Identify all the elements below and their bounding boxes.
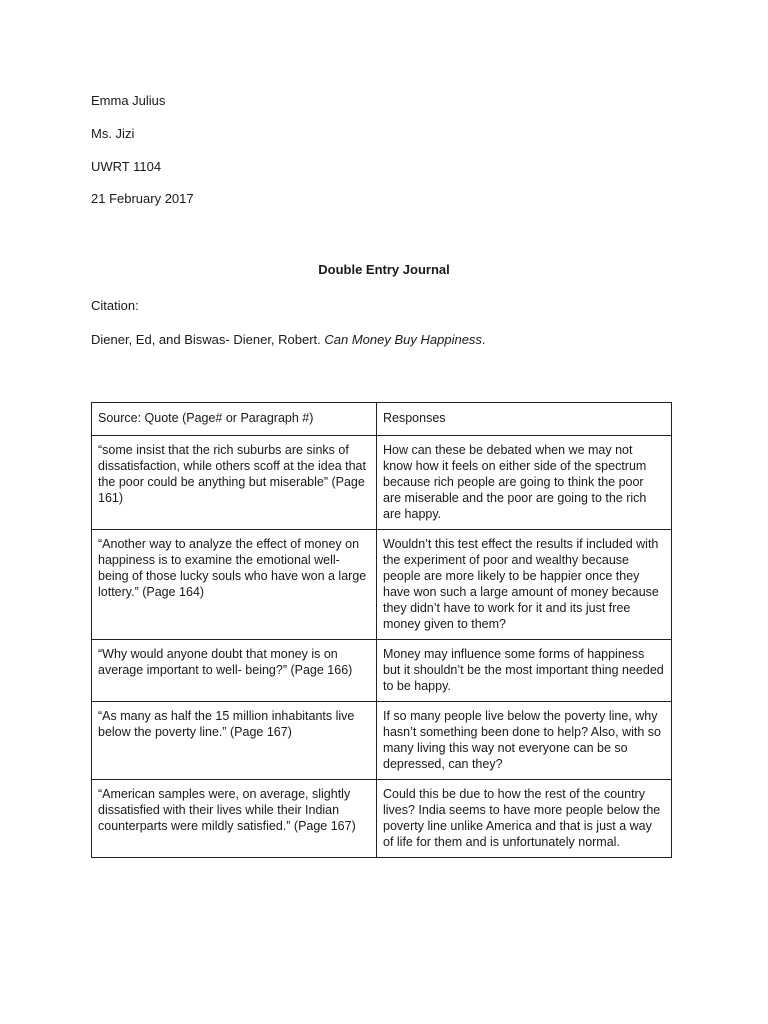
quote-cell: “American samples were, on average, slightly dissatisfied with their lives while their Indian counterparts were mildly satisfied.” (Page 167) <box>92 780 377 858</box>
citation-end: . <box>481 332 486 347</box>
quote-cell: “As many as half the 15 million inhabitants live below the poverty line.” (Page 167) <box>92 702 377 780</box>
table-row <box>92 780 672 858</box>
header-source-quote: Source: Quote (Page# or Paragraph #) <box>92 403 377 436</box>
table-row <box>92 530 672 640</box>
response-cell: If so many people live below the poverty line, why hasn’t something been done to help? Also, with so many living this way not everyone can be so depressed, can they? <box>377 702 672 780</box>
table-row <box>92 436 672 530</box>
response-cell: Wouldn’t this test effect the results if included with the experiment of poor and wealthy because people are more likely to be happier once they have won such a large amount of money because they didn’t have to work for it and its just free money given to them? <box>377 530 672 640</box>
citation-text <box>91 332 486 348</box>
document-date: 21 February 2017 <box>91 191 194 206</box>
journal-table <box>91 402 672 858</box>
citation-work-title: Can Money Buy Happiness <box>324 332 482 347</box>
document-title: Double Entry Journal <box>318 262 450 277</box>
quote-cell: “Another way to analyze the effect of money on happiness is to examine the emotional well- being of those lucky souls who have won a large lottery.” (Page 164) <box>92 530 377 640</box>
table-header-row <box>92 403 672 436</box>
table-row <box>92 702 672 780</box>
table-row <box>92 640 672 702</box>
teacher-name: Ms. Jizi <box>91 126 135 141</box>
header-responses: Responses <box>377 403 672 436</box>
citation-label: Citation: <box>91 298 139 313</box>
citation-authors: Diener, Ed, and Biswas- Diener, Robert. <box>91 332 325 347</box>
response-cell: Money may influence some forms of happiness but it shouldn’t be the most important thing needed to be happy. <box>377 640 672 702</box>
response-cell: Could this be due to how the rest of the country lives? India seems to have more people below the poverty line unlike America and that is just a way of life for them and is unfortunately normal. <box>377 780 672 858</box>
quote-cell: “some insist that the rich suburbs are sinks of dissatisfaction, while others scoff at the idea that the poor could be anything but miserable” (Page 161) <box>92 436 377 530</box>
quote-cell: “Why would anyone doubt that money is on average important to well- being?” (Page 166) <box>92 640 377 702</box>
student-name: Emma Julius <box>91 93 166 108</box>
response-cell: How can these be debated when we may not know how it feels on either side of the spectrum because rich people are going to think the poor are miserable and the poor are going to the rich are happy. <box>377 436 672 530</box>
course-code: UWRT 1104 <box>91 159 162 174</box>
